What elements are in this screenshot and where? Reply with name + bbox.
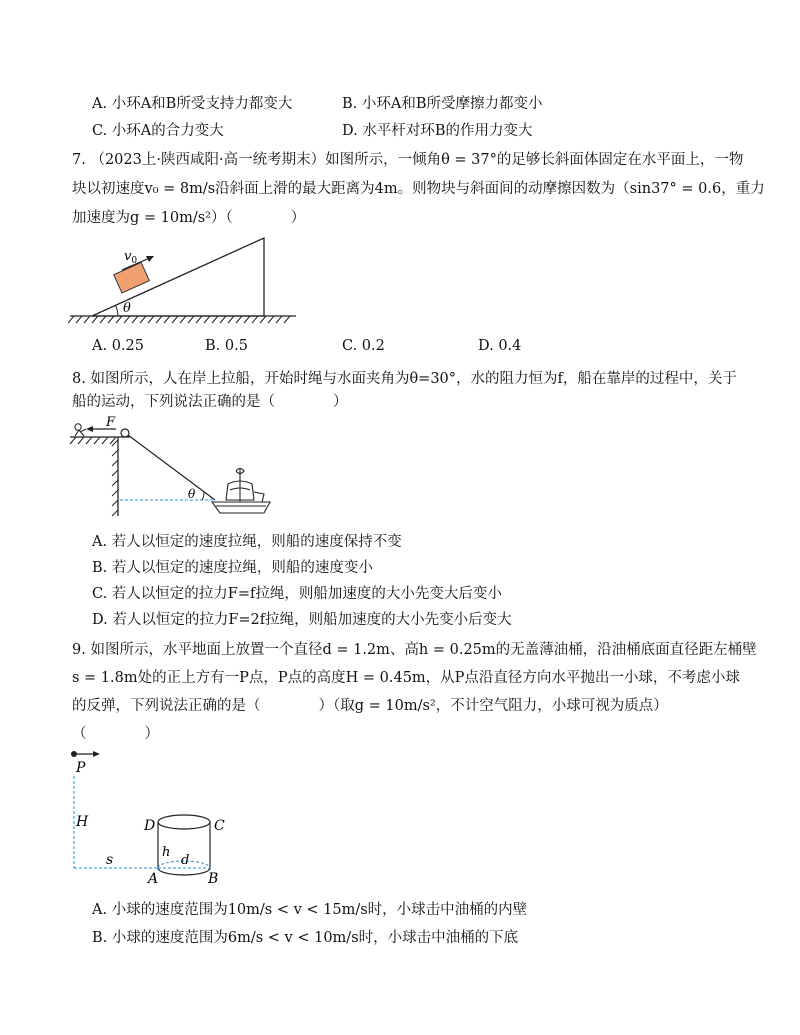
dock-hatching: [70, 437, 116, 444]
angle-arc: [202, 492, 204, 500]
option-text: 0.5: [224, 338, 248, 354]
label-d: d: [181, 853, 190, 868]
question-text: 如图所示，一倾角θ = 37°的足够长斜面体固定在水平面上，一物: [325, 152, 744, 168]
angle-arc: [116, 306, 118, 316]
throw-arrowhead: [93, 751, 100, 757]
label-A: A: [148, 871, 159, 886]
q7-line2: 块以初速度v₀ = 8m/s沿斜面上滑的最大距离为4m。则物块与斜面间的动摩擦因数为（sin37° = 0.6，重力: [72, 181, 765, 197]
q7-option-d: [478, 338, 521, 354]
q6-option-a: [92, 92, 292, 113]
option-letter: C.: [342, 338, 358, 354]
option-letter: C.: [92, 123, 108, 139]
barrel-top: [158, 815, 210, 829]
question-source: （2023上·陕西咸阳·高一统考期末）: [90, 152, 326, 168]
label-p: P: [76, 760, 86, 776]
q9-line2: s = 1.8m处的正上方有一P点，P点的高度H = 0.45m，从P点沿直径方向水平抛出一小球，不考虑小球: [72, 670, 740, 686]
person-icon: [75, 424, 86, 436]
option-text: 0.4: [498, 338, 522, 354]
q9-line1: [72, 638, 757, 659]
v0-label: $v_0$: [124, 249, 138, 266]
q8-option-a: [92, 530, 402, 551]
force-arrowhead: [86, 426, 93, 432]
theta-label: θ: [123, 301, 131, 316]
q9-line4: （ ）: [72, 726, 159, 742]
option-text: 0.2: [361, 338, 385, 354]
q8-option-b: [92, 556, 373, 577]
option-text: 小球的速度范围为10m/s < v < 15m/s时，小球击中油桶的内壁: [111, 902, 528, 918]
q8-line2: 船的运动，下列说法正确的是（ ）: [72, 394, 348, 410]
q6-option-d: [342, 119, 532, 140]
label-B: B: [208, 871, 219, 886]
option-letter: A.: [92, 902, 108, 918]
question-text: 如图所示，人在岸上拉船，开始时绳与水面夹角为θ=30°，水的阻力恒为f，船在靠岸的过程中，关于: [90, 371, 737, 387]
barrel-bottom-front: [158, 868, 210, 875]
q7-line1: [72, 148, 743, 169]
q9-line3: 的反弹，下列说法正确的是（ ）（取g = 10m/s²，不计空气阻力，小球可视为质点）: [72, 698, 668, 714]
option-letter: A.: [92, 338, 108, 354]
wall-hatching: [112, 440, 118, 516]
option-letter: B.: [342, 96, 358, 112]
force-label: F: [106, 416, 116, 430]
pulley: [121, 429, 129, 437]
theta-label: θ: [188, 487, 196, 501]
option-text: 小环A和B所受摩擦力都变小: [361, 96, 543, 112]
option-letter: A.: [92, 96, 108, 112]
q7-option-c: [342, 338, 385, 354]
option-letter: B.: [92, 560, 108, 576]
q6-option-b: [342, 92, 543, 113]
boat-icon: [212, 468, 270, 513]
option-letter: D.: [92, 612, 108, 628]
q8-option-d: [92, 608, 512, 629]
question-text: 如图所示，水平地面上放置一个直径d = 1.2m、高h = 0.25m的无盖薄油桶，沿油桶底面直径距左桶壁: [90, 642, 757, 658]
option-text: 若人以恒定的拉力F=f拉绳，则船加速度的大小先变大后变小: [111, 586, 502, 602]
label-h-small: h: [162, 845, 171, 860]
q9-option-a: [92, 898, 527, 919]
q7-option-b: [205, 338, 248, 354]
option-letter: A.: [92, 534, 108, 550]
q7-line3: 加速度为g = 10m/s²）（ ）: [72, 210, 306, 226]
label-h-big: H: [76, 814, 89, 830]
option-text: 若人以恒定的速度拉绳，则船的速度保持不变: [111, 534, 402, 550]
rope: [128, 435, 215, 500]
option-text: 小环A的合力变大: [111, 123, 224, 139]
option-letter: D.: [478, 338, 494, 354]
ground-hatching: [68, 316, 290, 323]
option-text: 若人以恒定的速度拉绳，则船的速度变小: [111, 560, 373, 576]
option-letter: B.: [205, 338, 221, 354]
option-text: 水平杆对环B的作用力变大: [362, 123, 533, 139]
q8-option-c: [92, 582, 502, 603]
option-text: 0.25: [111, 338, 144, 354]
question-number: 9.: [72, 642, 86, 658]
option-text: 若人以恒定的拉力F=2f拉绳，则船加速度的大小先变小后变大: [112, 612, 512, 628]
option-text: 小球的速度范围为6m/s < v < 10m/s时，小球击中油桶的下底: [111, 930, 519, 946]
q8-line1: [72, 367, 737, 388]
barrel-figure: [66, 746, 246, 886]
label-s: s: [106, 852, 114, 868]
option-letter: B.: [92, 930, 108, 946]
question-number: 8.: [72, 371, 86, 387]
block: [114, 262, 150, 293]
option-letter: D.: [342, 123, 358, 139]
label-D: D: [144, 818, 156, 834]
question-number: 7.: [72, 152, 86, 168]
option-letter: C.: [92, 586, 108, 602]
option-text: 小环A和B所受支持力都变大: [111, 96, 293, 112]
incline-figure: [68, 232, 300, 328]
label-C: C: [214, 818, 225, 834]
boat-figure: [68, 416, 278, 520]
q7-option-a: [92, 338, 144, 354]
q6-option-c: [92, 119, 224, 140]
q9-option-b: [92, 926, 518, 947]
